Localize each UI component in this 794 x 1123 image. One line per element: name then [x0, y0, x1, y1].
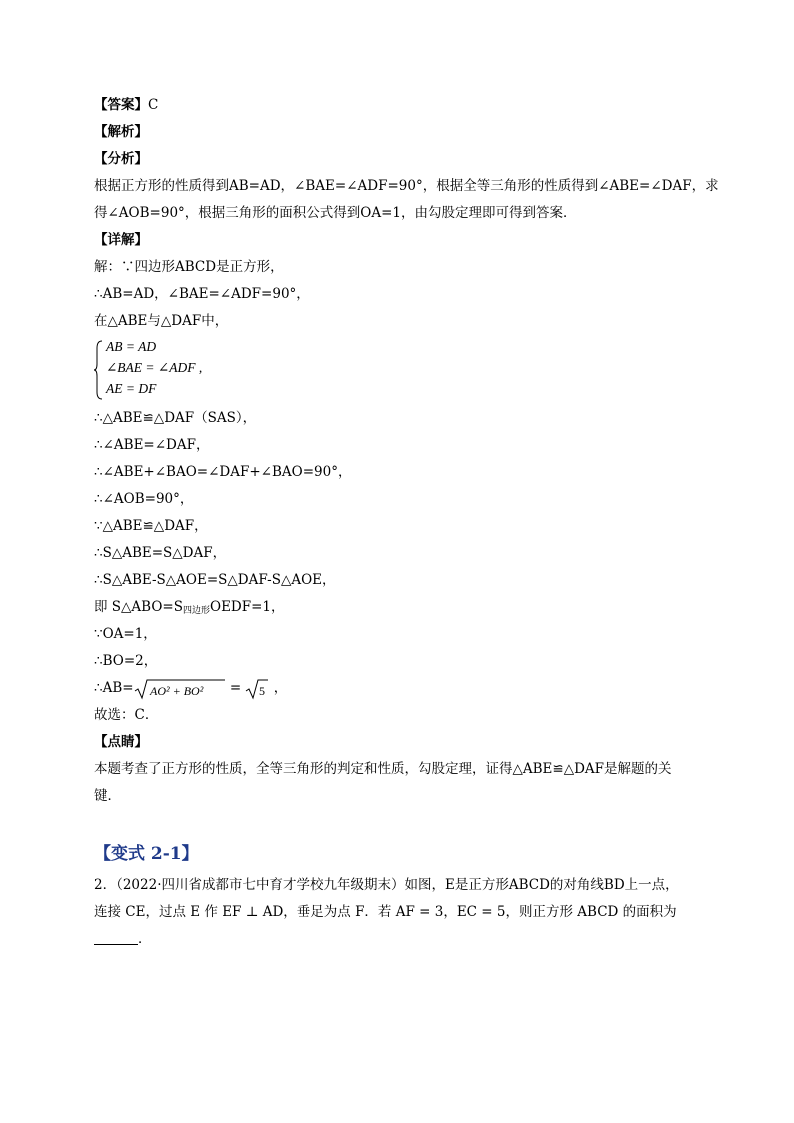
dianjing-line-2: 键．	[94, 788, 121, 804]
sqrt-sign-icon	[134, 678, 226, 700]
step-ji-b: OEDF=1，	[210, 599, 285, 615]
step-ab	[94, 675, 704, 702]
step-ji-a: 即 S△ABO=S	[94, 599, 183, 615]
xiangjie-line-2: ∴AB=AD，∠BAE=∠ADF=90°，	[94, 286, 310, 302]
dianjing-label: 【点睛】	[94, 734, 148, 750]
xiangjie-line-3: 在△ABE与△DAF中，	[94, 313, 229, 329]
fenxi-line-2: 得∠AOB=90°，根据三角形的面积公式得到OA=1，由勾股定理即可得到答案．	[94, 205, 577, 221]
sqrt-radicand: AO² + BO²	[149, 683, 203, 698]
question-line-2: 连接 CE，过点 E 作 EF ⊥ AD，垂足为点 F．若 AF = 3，EC = 5，则正方形 ABCD 的面积为	[94, 904, 677, 920]
system-row-3: AE = DF	[106, 381, 157, 396]
question-line-3	[94, 926, 704, 953]
step-ab-end: ，	[269, 680, 288, 696]
step-2: ∴∠ABE=∠DAF，	[94, 437, 210, 453]
guxuan-line: 故选：C．	[94, 707, 159, 723]
step-4: ∴∠AOB=90°，	[94, 491, 194, 507]
step-ji-sub: 四边形	[182, 606, 210, 616]
answer-label: 【答案】	[94, 97, 148, 113]
step-ab-a: ∴AB=	[94, 680, 134, 696]
jiexi-label: 【解析】	[94, 124, 148, 140]
document-page	[94, 92, 719, 953]
system-row-1: AB = AD	[106, 339, 157, 354]
step-ab-eq: =	[225, 680, 246, 696]
step-3: ∴∠ABE+∠BAO=∠DAF+∠BAO=90°，	[94, 464, 352, 480]
xiangjie-line-1: 解：∵四边形ABCD是正方形，	[94, 259, 284, 275]
answer-value: C	[148, 97, 159, 113]
fenxi-line-1: 根据正方形的性质得到AB=AD，∠BAE=∠ADF=90°，根据全等三角形的性质得到∠ABE=∠DAF，求	[94, 178, 719, 194]
step-ji	[94, 594, 704, 621]
variant-title: 【变式 2-1】	[94, 844, 199, 864]
step-6: ∴S△ABE=S△DAF，	[94, 545, 227, 561]
answer-blank	[94, 928, 138, 945]
system-row-2: ∠BAE = ∠ADF ,	[106, 360, 203, 375]
step-oa: ∵OA=1，	[94, 626, 157, 642]
step-1: ∴△ABE≌△DAF（SAS），	[94, 410, 257, 426]
step-5: ∵△ABE≌△DAF，	[94, 518, 208, 534]
dianjing-line-1: 本题考查了正方形的性质，全等三角形的判定和性质，勾股定理，证得△ABE≌△DAF是解题的关	[94, 761, 672, 777]
fenxi-label: 【分析】	[94, 151, 148, 167]
step-7: ∴S△ABE-S△AOE=S△DAF-S△AOE，	[94, 572, 336, 588]
equation-system	[94, 337, 704, 401]
sqrt-radicand-5: 5	[259, 683, 266, 698]
left-brace-icon	[94, 340, 104, 400]
answer-line	[94, 92, 704, 119]
step-bo: ∴BO=2，	[94, 653, 158, 669]
question-line-1: 2．（2022·四川省成都市七中育才学校九年级期末）如图，E是正方形ABCD的对角线BD上一点，	[94, 877, 679, 893]
question-line-3-end: ．	[138, 931, 152, 947]
xiangjie-label: 【详解】	[94, 232, 148, 248]
sqrt-five-icon	[245, 678, 269, 700]
